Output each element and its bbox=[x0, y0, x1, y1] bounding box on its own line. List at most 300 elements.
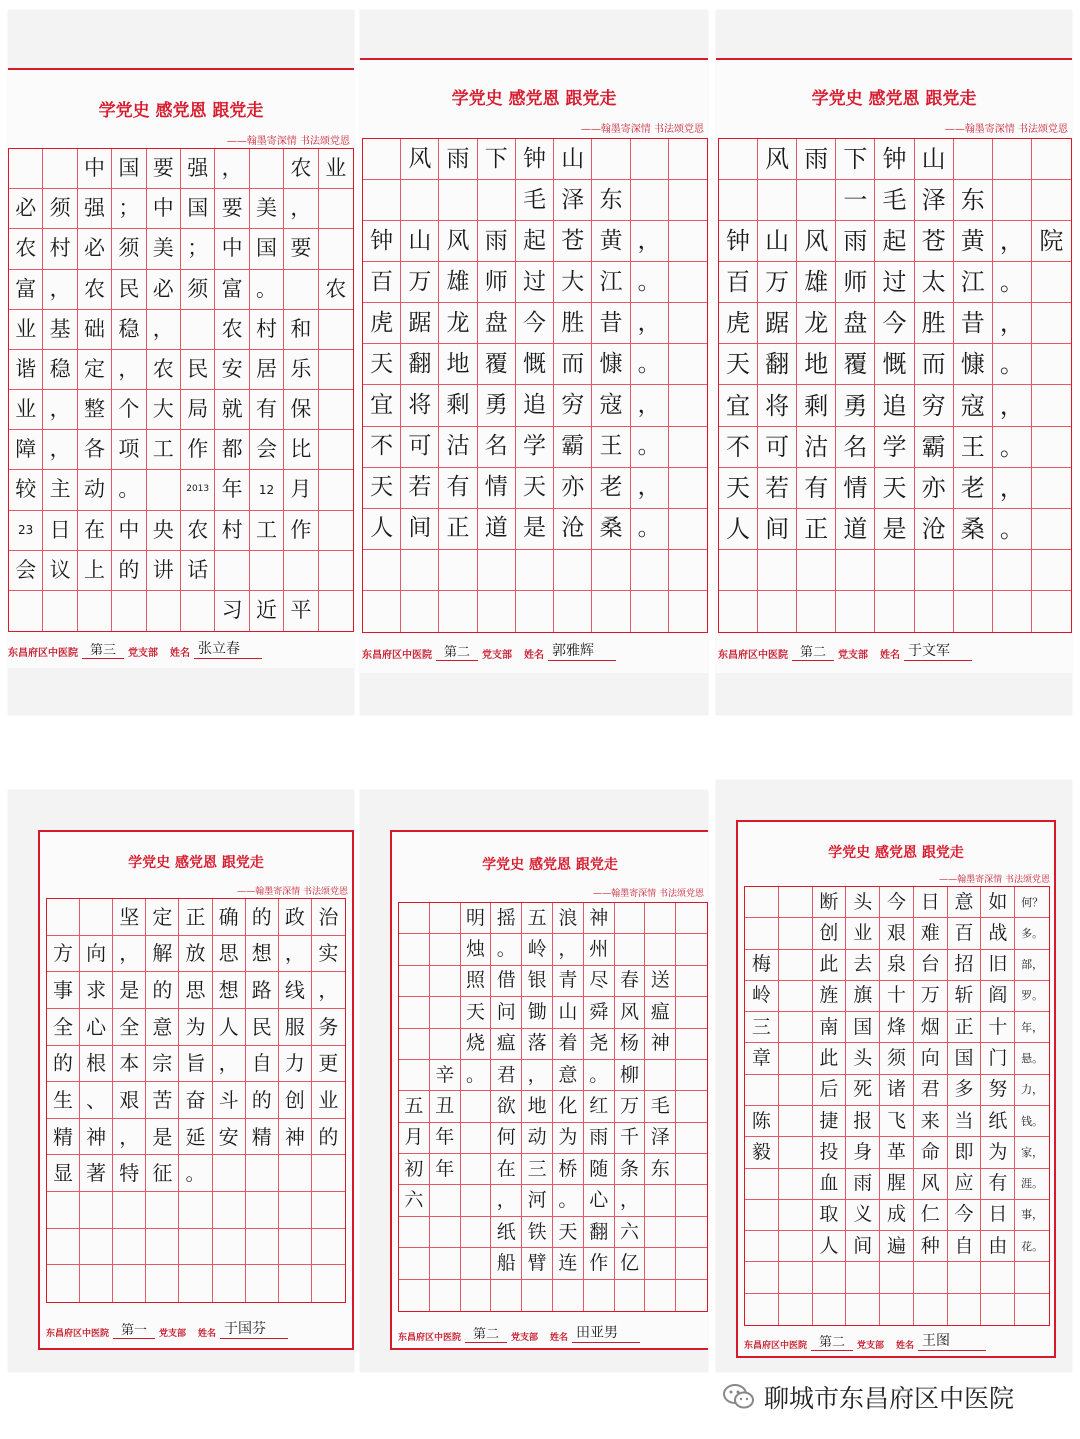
grid-cell: ， bbox=[553, 934, 584, 965]
grid-cell: 农 bbox=[147, 350, 181, 390]
grid-cell: 杨 bbox=[615, 1029, 646, 1060]
grid-cell: 臂 bbox=[522, 1248, 553, 1279]
grid-cell: 向 bbox=[914, 1043, 948, 1074]
grid-cell: 翻 bbox=[584, 1217, 615, 1248]
grid-cell bbox=[319, 591, 353, 631]
grid-cell: 昔 bbox=[592, 303, 630, 344]
grid-cell: 正 bbox=[948, 1012, 982, 1043]
grid-cell: 日 bbox=[981, 1200, 1015, 1231]
calligraphy-sheet-1 bbox=[8, 10, 354, 715]
grid-cell: 一 bbox=[836, 180, 875, 221]
grid-cell bbox=[246, 1155, 279, 1192]
grid-cell: 强 bbox=[181, 149, 215, 189]
grid-cell: 摇 bbox=[491, 903, 522, 934]
grid-cell bbox=[676, 1185, 707, 1216]
grid-cell: 实 bbox=[312, 936, 345, 973]
grid-cell: 整 bbox=[78, 390, 112, 430]
grid-cell: 。 bbox=[112, 470, 146, 510]
grid-cell: 十 bbox=[880, 981, 914, 1012]
grid-cell: 山 bbox=[553, 997, 584, 1028]
grid-cell bbox=[279, 1265, 312, 1302]
sheet-footer bbox=[718, 640, 972, 661]
grid-cell: 大 bbox=[147, 390, 181, 430]
grid-cell: 解 bbox=[146, 936, 179, 973]
grid-cell bbox=[669, 509, 707, 550]
name-label: 姓名 bbox=[198, 1329, 217, 1339]
grid-cell: 中 bbox=[112, 511, 146, 551]
grid-cell: 江 bbox=[954, 262, 993, 303]
grid-cell: 主 bbox=[43, 470, 77, 510]
grid-cell bbox=[439, 180, 477, 221]
grid-cell: ， bbox=[993, 221, 1032, 262]
grid-cell bbox=[478, 591, 516, 632]
grid-cell: 有 bbox=[439, 468, 477, 509]
grid-cell: 雨 bbox=[478, 221, 516, 262]
grid-cell bbox=[584, 1280, 615, 1311]
grid-cell: 为 bbox=[981, 1137, 1015, 1168]
grid-cell bbox=[948, 1294, 982, 1325]
grid-cell: 旌 bbox=[813, 981, 847, 1012]
grid-cell: 取 bbox=[813, 1200, 847, 1231]
grid-cell: 捷 bbox=[813, 1106, 847, 1137]
grid-cell: 议 bbox=[43, 551, 77, 591]
grid-cell: 盘 bbox=[836, 303, 875, 344]
grid-cell bbox=[993, 550, 1032, 591]
grid-cell: 方 bbox=[47, 936, 80, 973]
grid-cell: 都 bbox=[215, 430, 249, 470]
grid-cell: 王 bbox=[592, 427, 630, 468]
grid-cell: 来 bbox=[914, 1106, 948, 1137]
sheet-title: 学党史 感党恩 跟党走 bbox=[451, 89, 617, 109]
grid-cell: 翻 bbox=[758, 344, 797, 385]
grid-cell: 国 bbox=[181, 189, 215, 229]
grid-cell: 。 bbox=[461, 1060, 492, 1091]
grid-cell: 万 bbox=[914, 981, 948, 1012]
writing-grid bbox=[718, 138, 1072, 633]
grid-cell: 要 bbox=[284, 229, 318, 269]
grid-cell: ， bbox=[312, 972, 345, 1009]
grid-cell bbox=[399, 934, 430, 965]
grid-cell: 亿 bbox=[615, 1248, 646, 1279]
grid-cell bbox=[80, 899, 113, 936]
grid-cell: 连 bbox=[553, 1248, 584, 1279]
grid-cell bbox=[645, 1280, 676, 1311]
grid-cell bbox=[779, 1294, 813, 1325]
grid-cell: 飞 bbox=[880, 1106, 914, 1137]
calligraphy-sheet-5 bbox=[360, 790, 708, 1372]
grid-cell: 全 bbox=[113, 1009, 146, 1046]
grid-cell: 丑 bbox=[430, 1091, 461, 1122]
grid-cell bbox=[993, 139, 1032, 180]
grid-cell bbox=[1032, 509, 1071, 550]
grid-cell bbox=[676, 1123, 707, 1154]
grid-cell bbox=[719, 550, 758, 591]
grid-cell bbox=[615, 903, 646, 934]
grid-cell: 明 bbox=[461, 903, 492, 934]
grid-cell bbox=[954, 591, 993, 632]
grid-cell: 悬。 bbox=[1015, 1043, 1049, 1074]
branch-value: 第二 bbox=[811, 1331, 853, 1351]
grid-cell: 。 bbox=[631, 509, 669, 550]
grid-cell: 。 bbox=[993, 262, 1032, 303]
grid-cell: 强 bbox=[78, 189, 112, 229]
grid-cell: 命 bbox=[914, 1137, 948, 1168]
grid-cell: 应 bbox=[948, 1169, 982, 1200]
grid-cell: 确 bbox=[213, 899, 246, 936]
grid-cell: 习 bbox=[215, 591, 249, 631]
grid-cell: 农 bbox=[215, 310, 249, 350]
writing-grid bbox=[362, 138, 708, 633]
grid-cell: 民 bbox=[246, 1009, 279, 1046]
grid-cell: 天 bbox=[553, 1217, 584, 1248]
grid-cell bbox=[113, 1265, 146, 1302]
grid-cell: 意 bbox=[146, 1009, 179, 1046]
grid-cell bbox=[113, 1192, 146, 1229]
grid-cell: 门 bbox=[981, 1043, 1015, 1074]
grid-cell: 若 bbox=[758, 468, 797, 509]
grid-cell bbox=[779, 1075, 813, 1106]
grid-cell: ， bbox=[279, 936, 312, 973]
grid-cell: 沧 bbox=[915, 509, 954, 550]
grid-cell bbox=[993, 591, 1032, 632]
grid-cell bbox=[669, 427, 707, 468]
grid-cell bbox=[1032, 385, 1071, 426]
grid-cell: 师 bbox=[478, 262, 516, 303]
grid-cell bbox=[836, 591, 875, 632]
grid-cell: 勇 bbox=[478, 385, 516, 426]
grid-cell: 、 bbox=[80, 1082, 113, 1119]
grid-cell bbox=[745, 1231, 779, 1262]
grid-cell bbox=[915, 591, 954, 632]
grid-cell: 自 bbox=[948, 1231, 982, 1262]
grid-cell bbox=[516, 591, 554, 632]
grid-cell: 正 bbox=[439, 509, 477, 550]
grid-cell: 宜 bbox=[363, 385, 401, 426]
grid-cell: 要 bbox=[147, 149, 181, 189]
grid-cell: 桥 bbox=[553, 1154, 584, 1185]
grid-cell: 名 bbox=[836, 427, 875, 468]
grid-cell: 桑 bbox=[592, 509, 630, 550]
grid-cell bbox=[880, 1262, 914, 1293]
grid-cell: 天 bbox=[719, 468, 758, 509]
grid-cell: 宗 bbox=[146, 1046, 179, 1083]
grid-cell: 。 bbox=[631, 344, 669, 385]
grid-cell: 美 bbox=[250, 189, 284, 229]
grid-cell: ， bbox=[615, 1185, 646, 1216]
grid-cell: 沽 bbox=[439, 427, 477, 468]
grid-cell bbox=[669, 550, 707, 591]
grid-cell bbox=[669, 385, 707, 426]
grid-cell: 辛 bbox=[430, 1060, 461, 1091]
grid-cell: ， bbox=[993, 303, 1032, 344]
grid-cell: 。 bbox=[993, 344, 1032, 385]
grid-cell bbox=[47, 1265, 80, 1302]
grid-cell: 须 bbox=[181, 270, 215, 310]
grid-cell: 的 bbox=[112, 551, 146, 591]
grid-cell: 障 bbox=[9, 430, 43, 470]
grid-cell bbox=[645, 903, 676, 934]
grid-cell: 创 bbox=[813, 918, 847, 949]
grid-cell: ； bbox=[112, 189, 146, 229]
branch-suffix: 党支部 bbox=[482, 650, 512, 661]
branch-value: 第三 bbox=[82, 639, 124, 659]
grid-cell: 思 bbox=[213, 936, 246, 973]
grid-cell bbox=[846, 1294, 880, 1325]
grid-cell bbox=[669, 303, 707, 344]
grid-cell: 月 bbox=[399, 1123, 430, 1154]
grid-cell: 农 bbox=[78, 270, 112, 310]
grid-cell bbox=[676, 1154, 707, 1185]
grid-cell: 意 bbox=[948, 887, 982, 918]
grid-cell bbox=[9, 149, 43, 189]
grid-cell: 踞 bbox=[401, 303, 439, 344]
grid-cell: 东 bbox=[645, 1154, 676, 1185]
sheet-title: 学党史 感党恩 跟党走 bbox=[482, 857, 618, 873]
grid-cell bbox=[645, 1185, 676, 1216]
author-signature: 于国芬 bbox=[220, 1318, 288, 1339]
grid-cell bbox=[779, 1200, 813, 1231]
grid-cell: 不 bbox=[363, 427, 401, 468]
grid-cell bbox=[615, 1280, 646, 1311]
grid-cell: 慨 bbox=[516, 344, 554, 385]
grid-cell: 路 bbox=[246, 972, 279, 1009]
grid-cell bbox=[312, 1229, 345, 1266]
grid-cell: 神 bbox=[80, 1119, 113, 1156]
grid-cell bbox=[631, 550, 669, 591]
grid-cell: 农 bbox=[319, 270, 353, 310]
grid-cell: 须 bbox=[880, 1043, 914, 1074]
grid-cell bbox=[779, 1137, 813, 1168]
grid-cell bbox=[779, 1012, 813, 1043]
grid-cell: 泽 bbox=[915, 180, 954, 221]
grid-cell: 风 bbox=[615, 997, 646, 1028]
grid-cell: 中 bbox=[78, 149, 112, 189]
grid-cell: 精 bbox=[246, 1119, 279, 1156]
grid-cell bbox=[719, 591, 758, 632]
grid-cell: 穷 bbox=[915, 385, 954, 426]
sheet-title: 学党史 感党恩 跟党走 bbox=[98, 101, 264, 121]
grid-cell bbox=[478, 180, 516, 221]
grid-cell: 想 bbox=[213, 972, 246, 1009]
grid-cell: 须 bbox=[112, 229, 146, 269]
grid-cell: 工 bbox=[250, 511, 284, 551]
grid-cell: 舜 bbox=[584, 997, 615, 1028]
grid-cell bbox=[491, 1280, 522, 1311]
grid-cell: 雨 bbox=[797, 139, 836, 180]
grid-cell bbox=[80, 1265, 113, 1302]
grid-cell bbox=[461, 1091, 492, 1122]
grid-cell: 下 bbox=[478, 139, 516, 180]
grid-cell: 苍 bbox=[554, 221, 592, 262]
sheet-subtitle: ——翰墨寄深情 书法颂党恩 bbox=[939, 875, 1050, 885]
grid-cell: 创 bbox=[279, 1082, 312, 1119]
grid-cell: 情 bbox=[478, 468, 516, 509]
grid-cell: 业 bbox=[9, 390, 43, 430]
grid-cell: 昔 bbox=[954, 303, 993, 344]
grid-cell bbox=[758, 180, 797, 221]
grid-cell bbox=[669, 468, 707, 509]
grid-cell: 是 bbox=[113, 972, 146, 1009]
grid-cell: 间 bbox=[846, 1231, 880, 1262]
grid-cell: 追 bbox=[875, 385, 914, 426]
grid-cell: 瘟 bbox=[491, 1029, 522, 1060]
grid-cell: 的 bbox=[312, 1119, 345, 1156]
grid-cell bbox=[669, 344, 707, 385]
grid-cell: 欲 bbox=[491, 1091, 522, 1122]
grid-cell: 种 bbox=[914, 1231, 948, 1262]
grid-cell: 即 bbox=[948, 1137, 982, 1168]
grid-cell bbox=[284, 551, 318, 591]
grid-cell: 今 bbox=[948, 1200, 982, 1231]
grid-cell bbox=[645, 1248, 676, 1279]
grid-cell: 的 bbox=[146, 972, 179, 1009]
sheet-footer bbox=[744, 1330, 986, 1351]
grid-cell: 随 bbox=[584, 1154, 615, 1185]
grid-cell: ， bbox=[147, 310, 181, 350]
grid-cell bbox=[554, 591, 592, 632]
grid-cell: 安 bbox=[213, 1119, 246, 1156]
grid-cell bbox=[461, 1185, 492, 1216]
sheet-subtitle: ——翰墨寄深情 书法颂党恩 bbox=[580, 124, 704, 135]
grid-cell bbox=[914, 1294, 948, 1325]
grid-cell: 当 bbox=[948, 1106, 982, 1137]
grid-cell: 瘟 bbox=[645, 997, 676, 1028]
grid-cell: 家， bbox=[1015, 1137, 1049, 1168]
grid-cell: ， bbox=[631, 468, 669, 509]
grid-cell: 由 bbox=[981, 1231, 1015, 1262]
grid-cell bbox=[758, 550, 797, 591]
grid-cell: 定 bbox=[146, 899, 179, 936]
grid-cell: 学 bbox=[516, 427, 554, 468]
grid-cell: 年， bbox=[1015, 1012, 1049, 1043]
grid-cell bbox=[779, 918, 813, 949]
grid-cell: 去 bbox=[846, 950, 880, 981]
grid-cell bbox=[312, 1155, 345, 1192]
grid-cell: 天 bbox=[363, 468, 401, 509]
grid-cell: 会 bbox=[250, 430, 284, 470]
grid-cell: 山 bbox=[758, 221, 797, 262]
grid-cell bbox=[875, 591, 914, 632]
grid-cell: 动 bbox=[78, 470, 112, 510]
grid-cell: 招 bbox=[948, 950, 982, 981]
grid-cell: 村 bbox=[43, 229, 77, 269]
grid-cell: 在 bbox=[78, 511, 112, 551]
grid-cell: 上 bbox=[78, 551, 112, 591]
branch-suffix: 党支部 bbox=[857, 1341, 885, 1351]
grid-cell: 天 bbox=[363, 344, 401, 385]
grid-cell bbox=[430, 966, 461, 997]
grid-cell: 部， bbox=[1015, 950, 1049, 981]
grid-cell: 可 bbox=[758, 427, 797, 468]
grid-cell bbox=[948, 1262, 982, 1293]
grid-cell: 年 bbox=[215, 470, 249, 510]
grid-cell bbox=[147, 591, 181, 631]
grid-cell: 名 bbox=[478, 427, 516, 468]
grid-cell bbox=[745, 1294, 779, 1325]
grid-cell bbox=[1032, 591, 1071, 632]
grid-cell: 民 bbox=[181, 350, 215, 390]
grid-cell: 千 bbox=[615, 1123, 646, 1154]
grid-cell: 柳 bbox=[615, 1060, 646, 1091]
grid-cell bbox=[1032, 427, 1071, 468]
grid-cell bbox=[399, 997, 430, 1028]
grid-cell: 就 bbox=[215, 390, 249, 430]
grid-cell: 义 bbox=[846, 1200, 880, 1231]
grid-cell bbox=[631, 139, 669, 180]
grid-cell bbox=[719, 180, 758, 221]
grid-cell: 显 bbox=[47, 1155, 80, 1192]
grid-cell: 可 bbox=[401, 427, 439, 468]
grid-cell bbox=[676, 1091, 707, 1122]
grid-cell bbox=[246, 1192, 279, 1229]
grid-cell: 雄 bbox=[439, 262, 477, 303]
grid-cell bbox=[399, 966, 430, 997]
grid-cell: 胜 bbox=[554, 303, 592, 344]
grid-cell bbox=[399, 1248, 430, 1279]
grid-cell: 银 bbox=[522, 966, 553, 997]
sheet-footer bbox=[8, 638, 262, 659]
grid-cell: 阎 bbox=[981, 981, 1015, 1012]
grid-cell: 红 bbox=[584, 1091, 615, 1122]
sheet-title: 学党史 感党恩 跟党走 bbox=[811, 89, 977, 109]
grid-cell: 若 bbox=[401, 468, 439, 509]
grid-cell: 为 bbox=[553, 1123, 584, 1154]
grid-cell bbox=[676, 1060, 707, 1091]
grid-cell: 间 bbox=[401, 509, 439, 550]
grid-cell: 更 bbox=[312, 1046, 345, 1083]
grid-cell: 年 bbox=[430, 1154, 461, 1185]
grid-cell bbox=[246, 1265, 279, 1302]
grid-cell bbox=[430, 1217, 461, 1248]
grid-cell bbox=[645, 934, 676, 965]
grid-cell bbox=[1032, 303, 1071, 344]
grid-cell bbox=[813, 1294, 847, 1325]
grid-cell: 安 bbox=[215, 350, 249, 390]
grid-cell: 君 bbox=[491, 1060, 522, 1091]
grid-cell bbox=[676, 1029, 707, 1060]
grid-cell bbox=[319, 350, 353, 390]
grid-cell: ， bbox=[112, 350, 146, 390]
grid-cell: 烽 bbox=[880, 1012, 914, 1043]
grid-cell bbox=[779, 1043, 813, 1074]
grid-cell bbox=[745, 1075, 779, 1106]
grid-cell: 烟 bbox=[914, 1012, 948, 1043]
grid-cell bbox=[758, 591, 797, 632]
grid-cell: 。 bbox=[631, 427, 669, 468]
grid-cell: 国 bbox=[846, 1012, 880, 1043]
author-signature: 田亚男 bbox=[572, 1322, 640, 1343]
hospital-label: 东昌府区中医院 bbox=[8, 648, 78, 659]
grid-cell: 有 bbox=[797, 468, 836, 509]
grid-cell: 下 bbox=[836, 139, 875, 180]
grid-cell: 过 bbox=[875, 262, 914, 303]
grid-cell: 泽 bbox=[645, 1123, 676, 1154]
grid-cell: 毅 bbox=[745, 1137, 779, 1168]
grid-cell bbox=[363, 591, 401, 632]
hospital-label: 东昌府区中医院 bbox=[362, 650, 432, 661]
sheet-footer bbox=[46, 1318, 288, 1339]
grid-cell bbox=[43, 149, 77, 189]
grid-cell bbox=[78, 591, 112, 631]
grid-cell: 风 bbox=[401, 139, 439, 180]
grid-cell bbox=[213, 1229, 246, 1266]
grid-cell: ， bbox=[215, 149, 249, 189]
grid-cell bbox=[478, 550, 516, 591]
grid-cell: 何 bbox=[491, 1123, 522, 1154]
author-signature: 张立春 bbox=[194, 638, 262, 659]
writing-grid bbox=[744, 886, 1050, 1326]
grid-cell: 台 bbox=[914, 950, 948, 981]
